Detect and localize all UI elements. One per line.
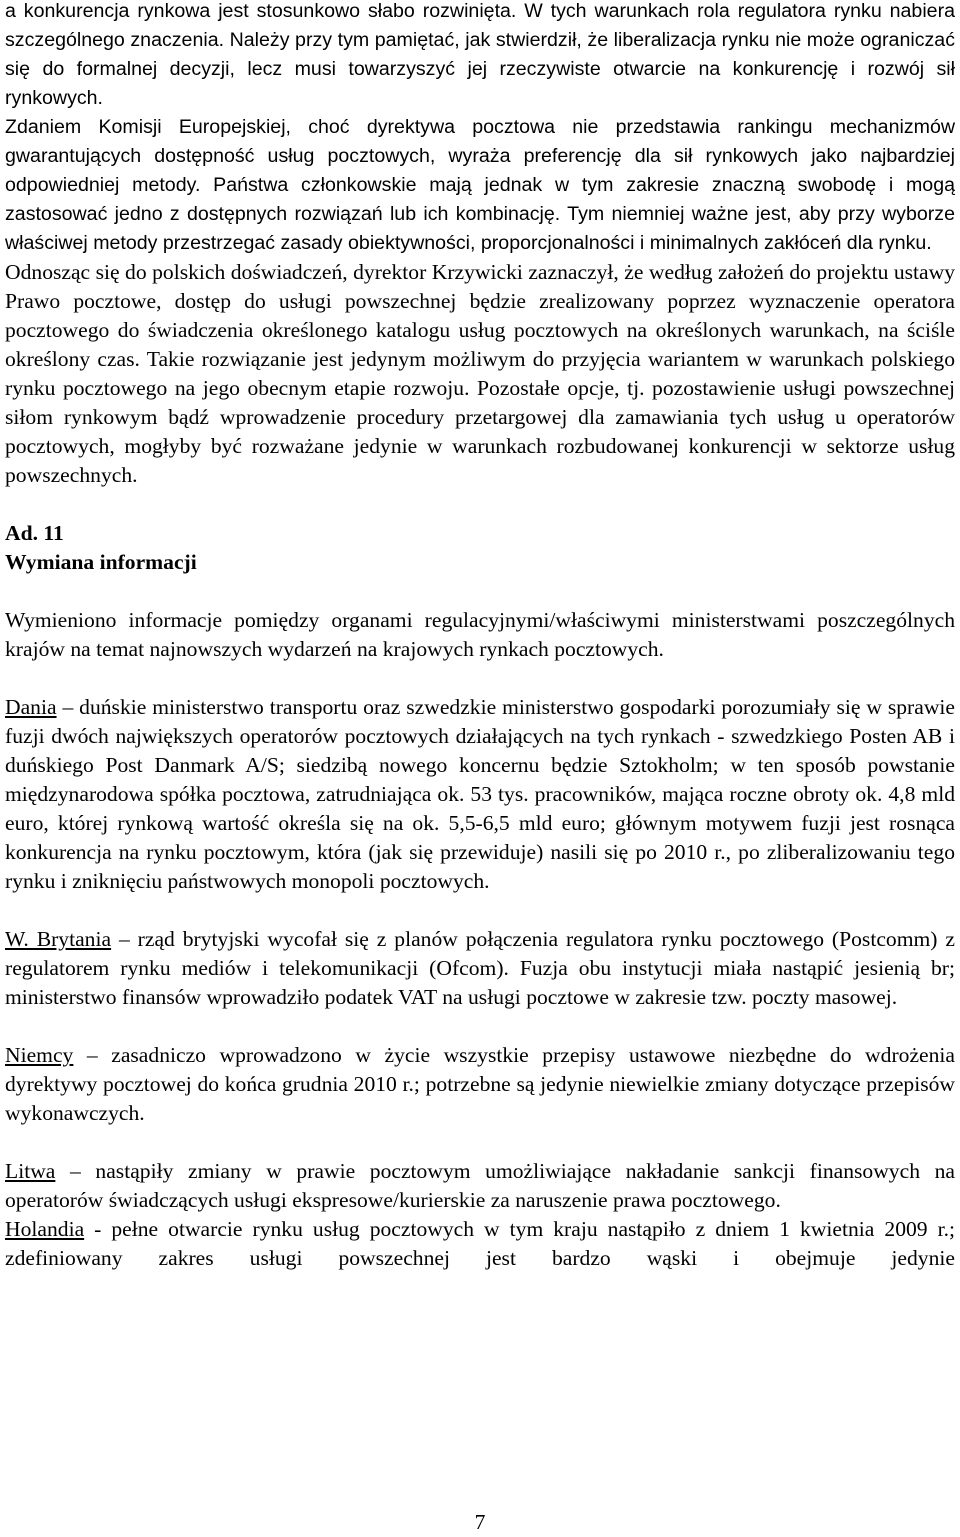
- country-text: – zasadniczo wprowadzono w życie wszystkie przepisy ustawowe niezbędne do wdrożenia dyrektywy pocztowej do końca grudnia 2010 r.; potrzebne są jedynie niewielkie zmiany dotyczące przepisów wykonawczych.: [5, 1043, 955, 1125]
- country-text: – duńskie ministerstwo transportu oraz szwedzkie ministerstwo gospodarki porozumiały się w sprawie fuzji dwóch największych operatorów pocztowych działających na tych rynkach - szwedzkiego Posten AB i duńskiego Post Danmark A/S; siedzibą nowego koncernu będzie Sztokholm; w ten sposób powstanie międzynarodowa spółka pocztowa, zatrudniająca ok. 53 tys. pracowników, mająca roczne obroty ok. 4,8 mld euro, której rynkową wartość określa się na ok. 5,5-6,5 mld euro; głównym motywem fuzji jest rosnąca konkurencja na rynku pocztowym, która (jak się przewiduje) nasili się po 2010 r., po zliberalizowaniu tego rynku i zniknięciu państwowych monopoli pocztowych.: [5, 695, 955, 893]
- country-text: – rząd brytyjski wycofał się z planów połączenia regulatora rynku pocztowego (Postcomm) z regulatorem rynku mediów i telekomunikacji (Ofcom). Fuzja obu instytucji miała nastąpić jesienią br; ministerstwo finansów wprowadziło podatek VAT na usługi pocztowe w zakresie tzw. poczty masowej.: [5, 927, 955, 1009]
- document-page: [5, 0, 955, 1537]
- country-text: - pełne otwarcie rynku usług pocztowych w tym kraju nastąpiło z dniem 1 kwietnia 2009 r.; zdefiniowany zakres usługi powszechnej jest bardzo wąski i obejmuje jedynie: [5, 1217, 955, 1270]
- country-name: Holandia: [5, 1217, 85, 1241]
- country-item-denmark: [5, 693, 955, 896]
- paragraph-intro: Wymieniono informacje pomiędzy organami regulacyjnymi/właściwymi ministerstwami poszczególnych krajów na temat najnowszych wydarzeń na krajowych rynkach pocztowych.: [5, 608, 955, 661]
- page-number: 7: [474, 1510, 486, 1534]
- section-label: Ad. 11: [5, 521, 64, 545]
- country-name: W. Brytania: [5, 927, 112, 951]
- paragraph-commission-opinion: Zdaniem Komisji Europejskiej, choć dyrektywa pocztowa nie przedstawia rankingu mechanizmów gwarantujących dostępność usług pocztowych, wyraża preferencję dla sił rynkowych jako najbardziej odpowiedniej metody. Państwa członkowskie mają jednak w tym zakresie znaczną swobodę i mogą zastosować jedno z dostępnych rozwiązań lub ich kombinację. Tym niemniej ważne jest, aby przy wyborze właściwej metody przestrzegać zasady obiektywności, proporcjonalności i minimalnych zakłóceń dla rynku.: [5, 116, 955, 254]
- country-text: – nastąpiły zmiany w prawie pocztowym umożliwiające nakładanie sankcji finansowych na operatorów świadczących usługi ekspresowe/kurierskie za naruszenie prawa pocztowego.: [5, 1159, 955, 1212]
- country-name: Niemcy: [5, 1043, 74, 1067]
- country-item-netherlands: [5, 1215, 955, 1273]
- paragraph-liberalization: a konkurencja rynkowa jest stosunkowo słabo rozwinięta. W tych warunkach rola regulatora rynku nabiera szczególnego znaczenia. Należy przy tym pamiętać, jak stwierdził, że liberalizacja rynku nie może ograniczać się do formalnej decyzji, lecz musi towarzyszyć jej rzeczywiste otwarcie na konkurencję i rozwój sił rynkowych.: [5, 0, 955, 109]
- section-title: Wymiana informacji: [5, 550, 197, 574]
- country-name: Litwa: [5, 1159, 56, 1183]
- country-item-uk: [5, 925, 955, 1012]
- country-item-lithuania: [5, 1157, 955, 1215]
- country-item-germany: [5, 1041, 955, 1128]
- paragraph-krzywicki: Odnosząc się do polskich doświadczeń, dyrektor Krzywicki zaznaczył, że według założeń do projektu ustawy Prawo pocztowe, dostęp do usługi powszechnej będzie zrealizowany poprzez wyznaczenie operatora pocztowego do świadczenia określonego katalogu usług pocztowych na określonych warunkach, na ściśle określony czas. Takie rozwiązanie jest jedynym możliwym do przyjęcia wariantem w warunkach polskiego rynku pocztowego na jego obecnym etapie rozwoju. Pozostałe opcje, tj. pozostawienie usługi powszechnej siłom rynkowym bądź wprowadzenie procedury przetargowej dla zamawiania tych usług u operatorów pocztowych, mogłyby być rozważane jedynie w warunkach rozbudowanej konkurencji w sektorze usług powszechnych.: [5, 260, 955, 487]
- country-name: Dania: [5, 695, 57, 719]
